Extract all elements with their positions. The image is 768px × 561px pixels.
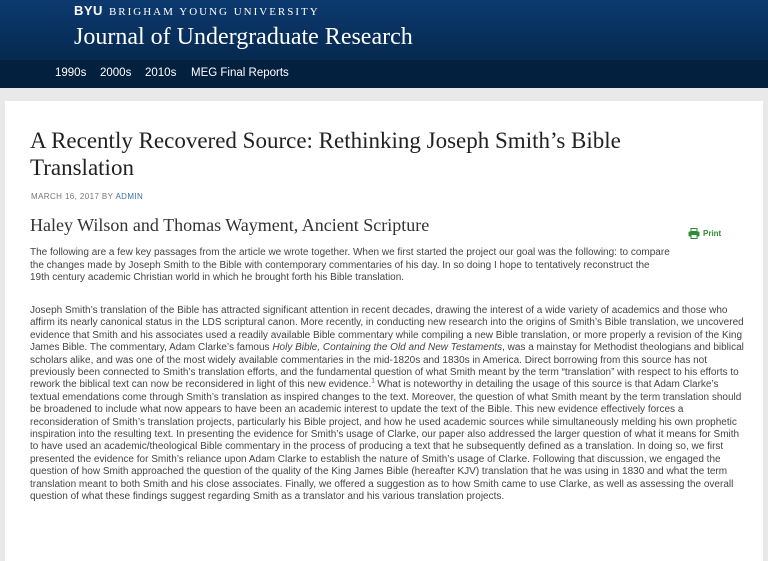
post-date: MARCH 16, 2017 — [31, 192, 100, 201]
post-title: A Recently Recovered Source: Rethinking Joseph Smith’s Bible Translation — [30, 128, 621, 180]
post-meta — [31, 192, 143, 201]
main-nav — [0, 60, 768, 88]
university-name[interactable]: BRIGHAM YOUNG UNIVERSITY — [108, 6, 320, 18]
nav-item-2000s[interactable]: 2000s — [100, 67, 132, 79]
post-subtitle: Haley Wilson and Thomas Wayment, Ancient Scripture — [30, 215, 430, 235]
body-text-2: , was a mainstay for Methodist theologians and biblical scholars alike, and was one of the most widely available commentaries in the mid-1820s and 1830s in America. Direct borrowing from this source has not previously been connected to Smith’s translation efforts, and the fundamental question of what Smith meant by the term “translation” with respect to his efforts to rework the biblical text can now be reconsidered in light of this new evidence. — [30, 342, 744, 391]
byu-logo[interactable]: BYU — [74, 3, 103, 18]
site-title[interactable]: Journal of Undergraduate Research — [74, 24, 413, 50]
footnote-link[interactable]: 1 — [371, 379, 375, 386]
nav-item-1990s[interactable]: 1990s — [55, 67, 87, 79]
body-paragraph — [30, 305, 745, 504]
nav-item-meg-final-reports[interactable]: MEG Final Reports — [191, 67, 289, 79]
university-brand[interactable] — [74, 2, 320, 20]
post-by: BY — [101, 192, 114, 201]
print-button[interactable] — [688, 228, 721, 239]
intro-paragraph: The following are a few key passages from the article we wrote together. When we first started the project our goal was the following: to compare the changes made by Joseph Smith to the Bible with contemporary commentaries of his day. In so doing I hope to tentatively reconstruct the 19th century academic Christian world in which he brought forth his Bible translation. — [30, 247, 670, 283]
body-text-3: What is noteworthy in detailing the usage of this source is that Adam Clarke’s textual emendations come through Smith’s translation as inspired changes to the text. Moreover, the question of what Smith meant by the term translation should be broadened to include what now appears to have been an academic interest to update the text of the Bible. This new evidence effectively forces a reconsideration of Smith’s translation projects, particularly his Bible project, and how he used academic sources while simultaneously melding his own prophetic inspiration into the resulting text. In presenting the evidence for Smith’s usage of Clarke, our paper also addressed the larger question of what it means for Smith to have used an academic/theological Bible commentary in the process of producing a text that he subsequently defined as a translation. In doing so, we first presented the evidence for Smith’s reliance upon Adam Clarke to establish the nature of Smith’s usage of Clarke. Following that discussion, we engaged the question of how Smith approached the question of the quality of the King James Bible (hereafter KJV) translation that he was using in 1830 and what the term translation meant to both Smith and his close associates. Finally, we offered a suggestion as to how Smith came to use Clarke, as well as assessing the overall question of what these findings suggest regarding Smith as a translator and his various translation projects. — [30, 379, 742, 503]
nav-item-2010s[interactable]: 2010s — [145, 67, 177, 79]
post-author-link[interactable]: ADMIN — [115, 192, 144, 201]
body-text-1: Joseph Smith’s translation of the Bible has attracted significant attention in recent decades, drawing the interest of a wide variety of academics and those who affirm its nearly canonical status in the LDS scriptural canon. More recently, in conducting new research into the origins of Smith’s Bible translation, we uncovered evidence that Smith and his associates used a readily available Bible commentary while compiling a new Bible translation, or more properly a revision of the King James Bible. The commentary, Adam Clarke’s famous — [30, 305, 744, 354]
print-label: Print — [703, 229, 722, 238]
printer-icon — [688, 228, 700, 239]
book-title: Holy Bible, Containing the Old and New Testaments — [272, 342, 503, 354]
article-container — [5, 101, 763, 561]
site-header — [0, 0, 768, 60]
